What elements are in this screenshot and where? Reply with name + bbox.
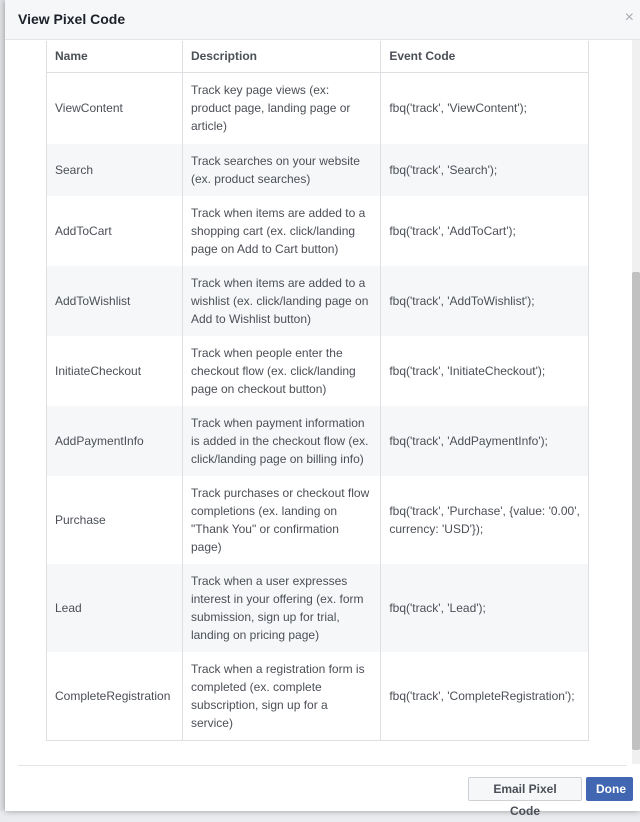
description-line: submission, sign up for trial, (190, 610, 340, 624)
event-code-cell (381, 336, 589, 406)
event-name-cell: Lead (47, 564, 183, 652)
scrollbar-thumb[interactable] (632, 272, 640, 750)
event-code-cell (381, 476, 589, 564)
close-icon[interactable]: × (624, 9, 634, 26)
description-line: Track purchases or checkout flow (190, 486, 370, 500)
description-line: Track when a registration form is (190, 661, 365, 676)
event-code-line: fbq('track', 'AddToWishlist'); (389, 294, 535, 308)
table-row (47, 652, 589, 740)
event-code-cell (381, 406, 589, 476)
description-line: Add to Wishlist button) (190, 312, 312, 326)
description-line: Track searches on your website (190, 154, 360, 168)
event-code-cell (381, 196, 589, 266)
table-row (47, 406, 589, 476)
event-code-line: fbq('track', 'AddPaymentInfo'); (389, 434, 548, 448)
description-line: wishlist (ex. click/landing page on (190, 294, 369, 308)
description-line: shopping cart (ex. click/landing (190, 224, 356, 238)
table-row (47, 564, 589, 652)
event-code-cell (381, 72, 589, 144)
event-name-cell: AddToWishlist (47, 266, 183, 336)
event-description-cell (182, 564, 380, 652)
table-row (47, 266, 589, 336)
done-button[interactable]: Done (586, 777, 633, 801)
event-description-cell (182, 406, 380, 476)
event-code-cell (381, 144, 589, 196)
event-code-line: currency: 'USD'}); (389, 522, 484, 536)
standard-events-table (46, 41, 589, 741)
description-line: click/landing page on billing info) (190, 452, 364, 466)
event-description-cell (182, 144, 380, 196)
description-line: checkout flow (ex. click/landing (190, 364, 356, 378)
table-header-row (47, 41, 589, 72)
event-code-line: fbq('track', 'Lead'); (389, 601, 486, 615)
description-line: Track when payment information (190, 416, 365, 430)
dialog-title: View Pixel Code (18, 11, 126, 27)
event-code-cell (381, 652, 589, 740)
description-line: (ex. product searches) (190, 172, 311, 186)
event-code-line: fbq('track', 'Search'); (389, 163, 498, 177)
event-name-cell: ViewContent (47, 72, 183, 144)
event-name-cell: CompleteRegistration (47, 652, 183, 740)
event-name-cell: Purchase (47, 476, 183, 564)
description-line: "Thank You" or confirmation (190, 522, 339, 536)
view-pixel-code-dialog (5, 0, 640, 818)
email-pixel-code-button[interactable]: Email Pixel Code (468, 777, 582, 801)
event-description-cell (182, 196, 380, 266)
events-scroll-region[interactable] (5, 40, 640, 764)
event-code-cell (381, 266, 589, 336)
event-code-line: fbq('track', 'AddToCart'); (389, 224, 516, 238)
description-line: is added in the checkout flow (ex. (190, 434, 369, 448)
table-row (47, 72, 589, 144)
event-code-line: fbq('track', 'CompleteRegistration'); (389, 688, 575, 703)
event-code-cell (381, 564, 589, 652)
description-line: Track key page views (ex: (190, 83, 330, 98)
description-line: completions (ex. landing on (190, 504, 338, 518)
description-line: landing on pricing page) (190, 628, 320, 642)
description-line: page on checkout button) (190, 382, 327, 396)
event-name-cell: AddToCart (47, 196, 183, 266)
event-description-cell (182, 652, 380, 740)
column-header-event-code: Event Code (381, 41, 589, 72)
table-row (47, 476, 589, 564)
description-line: interest in your offering (ex. form (190, 592, 364, 606)
event-name-cell: Search (47, 144, 183, 196)
event-description-cell (182, 336, 380, 406)
event-name-cell: AddPaymentInfo (47, 406, 183, 476)
event-description-cell (182, 72, 380, 144)
table-body (47, 72, 589, 740)
column-header-name: Name (47, 41, 183, 72)
event-code-line: fbq('track', 'ViewContent'); (389, 101, 527, 116)
description-line: Track when items are added to a (190, 206, 366, 220)
description-line: subscription, sign up for a (190, 697, 328, 712)
description-line: article) (190, 119, 227, 134)
description-line: service) (190, 715, 233, 730)
dialog-header (5, 0, 640, 40)
event-code-line: fbq('track', 'Purchase', {value: '0.00', (389, 504, 580, 518)
event-description-cell (182, 266, 380, 336)
description-line: product page, landing page or (190, 101, 351, 116)
table-row (47, 196, 589, 266)
event-description-cell (182, 476, 380, 564)
description-line: completed (ex. complete (190, 679, 322, 694)
table-row (47, 336, 589, 406)
footer-divider (18, 765, 627, 766)
description-line: Track when people enter the (190, 346, 343, 360)
description-line: page on Add to Cart button) (190, 242, 339, 256)
event-code-line: fbq('track', 'InitiateCheckout'); (389, 364, 546, 378)
description-line: Track when a user expresses (190, 574, 348, 588)
description-line: page) (190, 540, 222, 554)
event-name-cell: InitiateCheckout (47, 336, 183, 406)
column-header-description: Description (182, 41, 380, 72)
description-line: Track when items are added to a (190, 276, 366, 290)
table-row (47, 144, 589, 196)
